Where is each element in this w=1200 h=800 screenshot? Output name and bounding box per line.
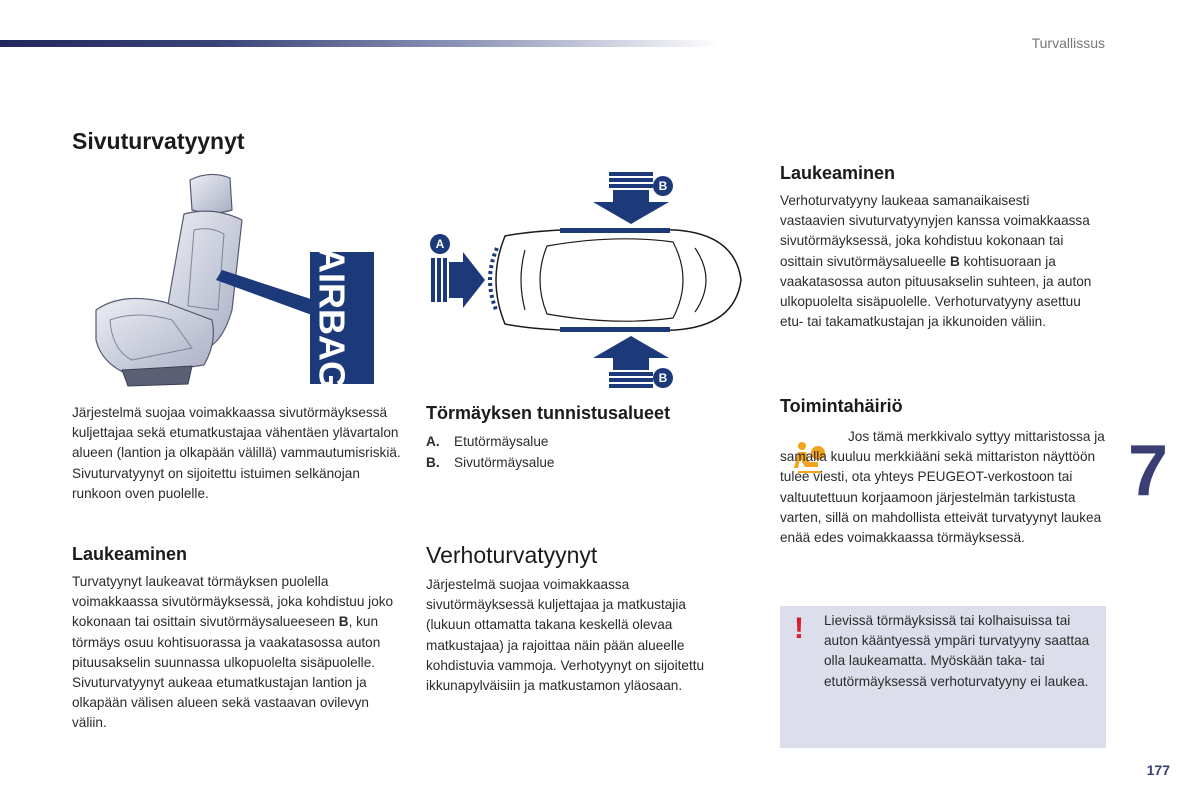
left-deploy-heading: Laukeaminen	[72, 544, 188, 564]
chapter-number: 7	[1128, 431, 1169, 511]
zone-a-marker: A	[435, 237, 445, 251]
right-deploy-heading: Laukeaminen	[780, 163, 896, 183]
right-deploy-text: Verhoturvatyyny laukeaa samanaikaisesti vastaavien sivuturvatyynyjen kanssa voimakkaassa sivutörmäyksessä, joka kohdistuu kokonaan tai osittain sivutörmäysalueelle B kohtisuoraan ja vaakatasossa auton pituusakselin suhteen, ja auton ulkopuolelta sisäpuolelle. Verhoturvatyyny asettuu etu- tai takamatkustajan ja ikkunoiden väliin.	[780, 193, 1092, 330]
legend-item: B. Sivutörmäysalue	[426, 454, 555, 470]
side-airbag-intro: Järjestelmä suojaa voimakkaassa sivutörmäyksessä kuljettajaa sekä etumatkustajaa vähentäen ylävartalon alueen (lantion ja olkapään välillä) vammautumisriskiä. Sivuturvatyynyt on sijoitettu istuimen selkänojan runkoon oven puolelle.	[72, 405, 401, 501]
header-bar	[0, 40, 720, 47]
zone-b-top-marker: B	[658, 179, 668, 193]
zones-heading: Törmäyksen tunnistusalueet	[426, 403, 671, 423]
fault-heading: Toimintahäiriö	[780, 396, 903, 416]
section-name: Turvallissus	[1031, 35, 1105, 51]
zones-legend	[426, 432, 555, 473]
zone-b-bottom-marker: B	[658, 371, 668, 385]
impact-zones-diagram	[425, 170, 750, 395]
airbag-label: AIRBAG	[311, 247, 353, 389]
fault-text: Jos tämä merkkivalo syttyy mittaristossa ja samalla kuuluu merkkiääni sekä mittariston näyttöön tulee viesti, ota yhteys PEUGEOT-verkostoon tai valtuutettuun korjaamoon järjestelmän tarkistusta varten, sillä on mahdollista etteivät turvatyynyt laukea enää edes voimakkaassa törmäyksessä.	[780, 429, 1105, 546]
curtain-heading: Verhoturvatyynyt	[426, 542, 598, 568]
left-deploy-text: Turvatyynyt laukeavat törmäyksen puolella voimakkaassa sivutörmäyksessä, joka kohdistuu joko kokonaan tai osittain sivutörmäysalueeseen B, kun törmäys osuu kohtisuorassa ja vaakatasossa auton pituusakselin suunnassa ulkopuolelta sisäpuolelle. Sivuturvatyynyt aukeaa etumatkustajan lantion ja olkapään välisen alueen sekä vastaavan ovilevyn väliin.	[72, 574, 394, 731]
legend-item: A. Etutörmäysalue	[426, 434, 549, 449]
page-title: Sivuturvatyynyt	[72, 128, 245, 154]
curtain-text: Järjestelmä suojaa voimakkaassa sivutörmäyksessä kuljettajaa ja matkustajia (lukuun ottamatta takana keskellä olevaa matkustajaa) ja rajoittaa näin pään alueelle kohdistuvia vammoja. Verhotyynyt on sijoitettu ikkunapylväisiin ja matkustamon yläosaan.	[426, 577, 705, 694]
warning-box	[780, 606, 1106, 748]
page-number: 177	[1146, 762, 1170, 778]
seat-airbag-illustration	[92, 170, 377, 390]
warning-text: Lievissä törmäyksissä tai kolhaisuissa tai auton kääntyessä ympäri turvatyyny saattaa olla laukeamatta. Myöskään taka- tai etutörmäyksessä verhoturvatyyny ei laukea.	[824, 613, 1090, 689]
exclamation-icon: !	[794, 612, 804, 645]
